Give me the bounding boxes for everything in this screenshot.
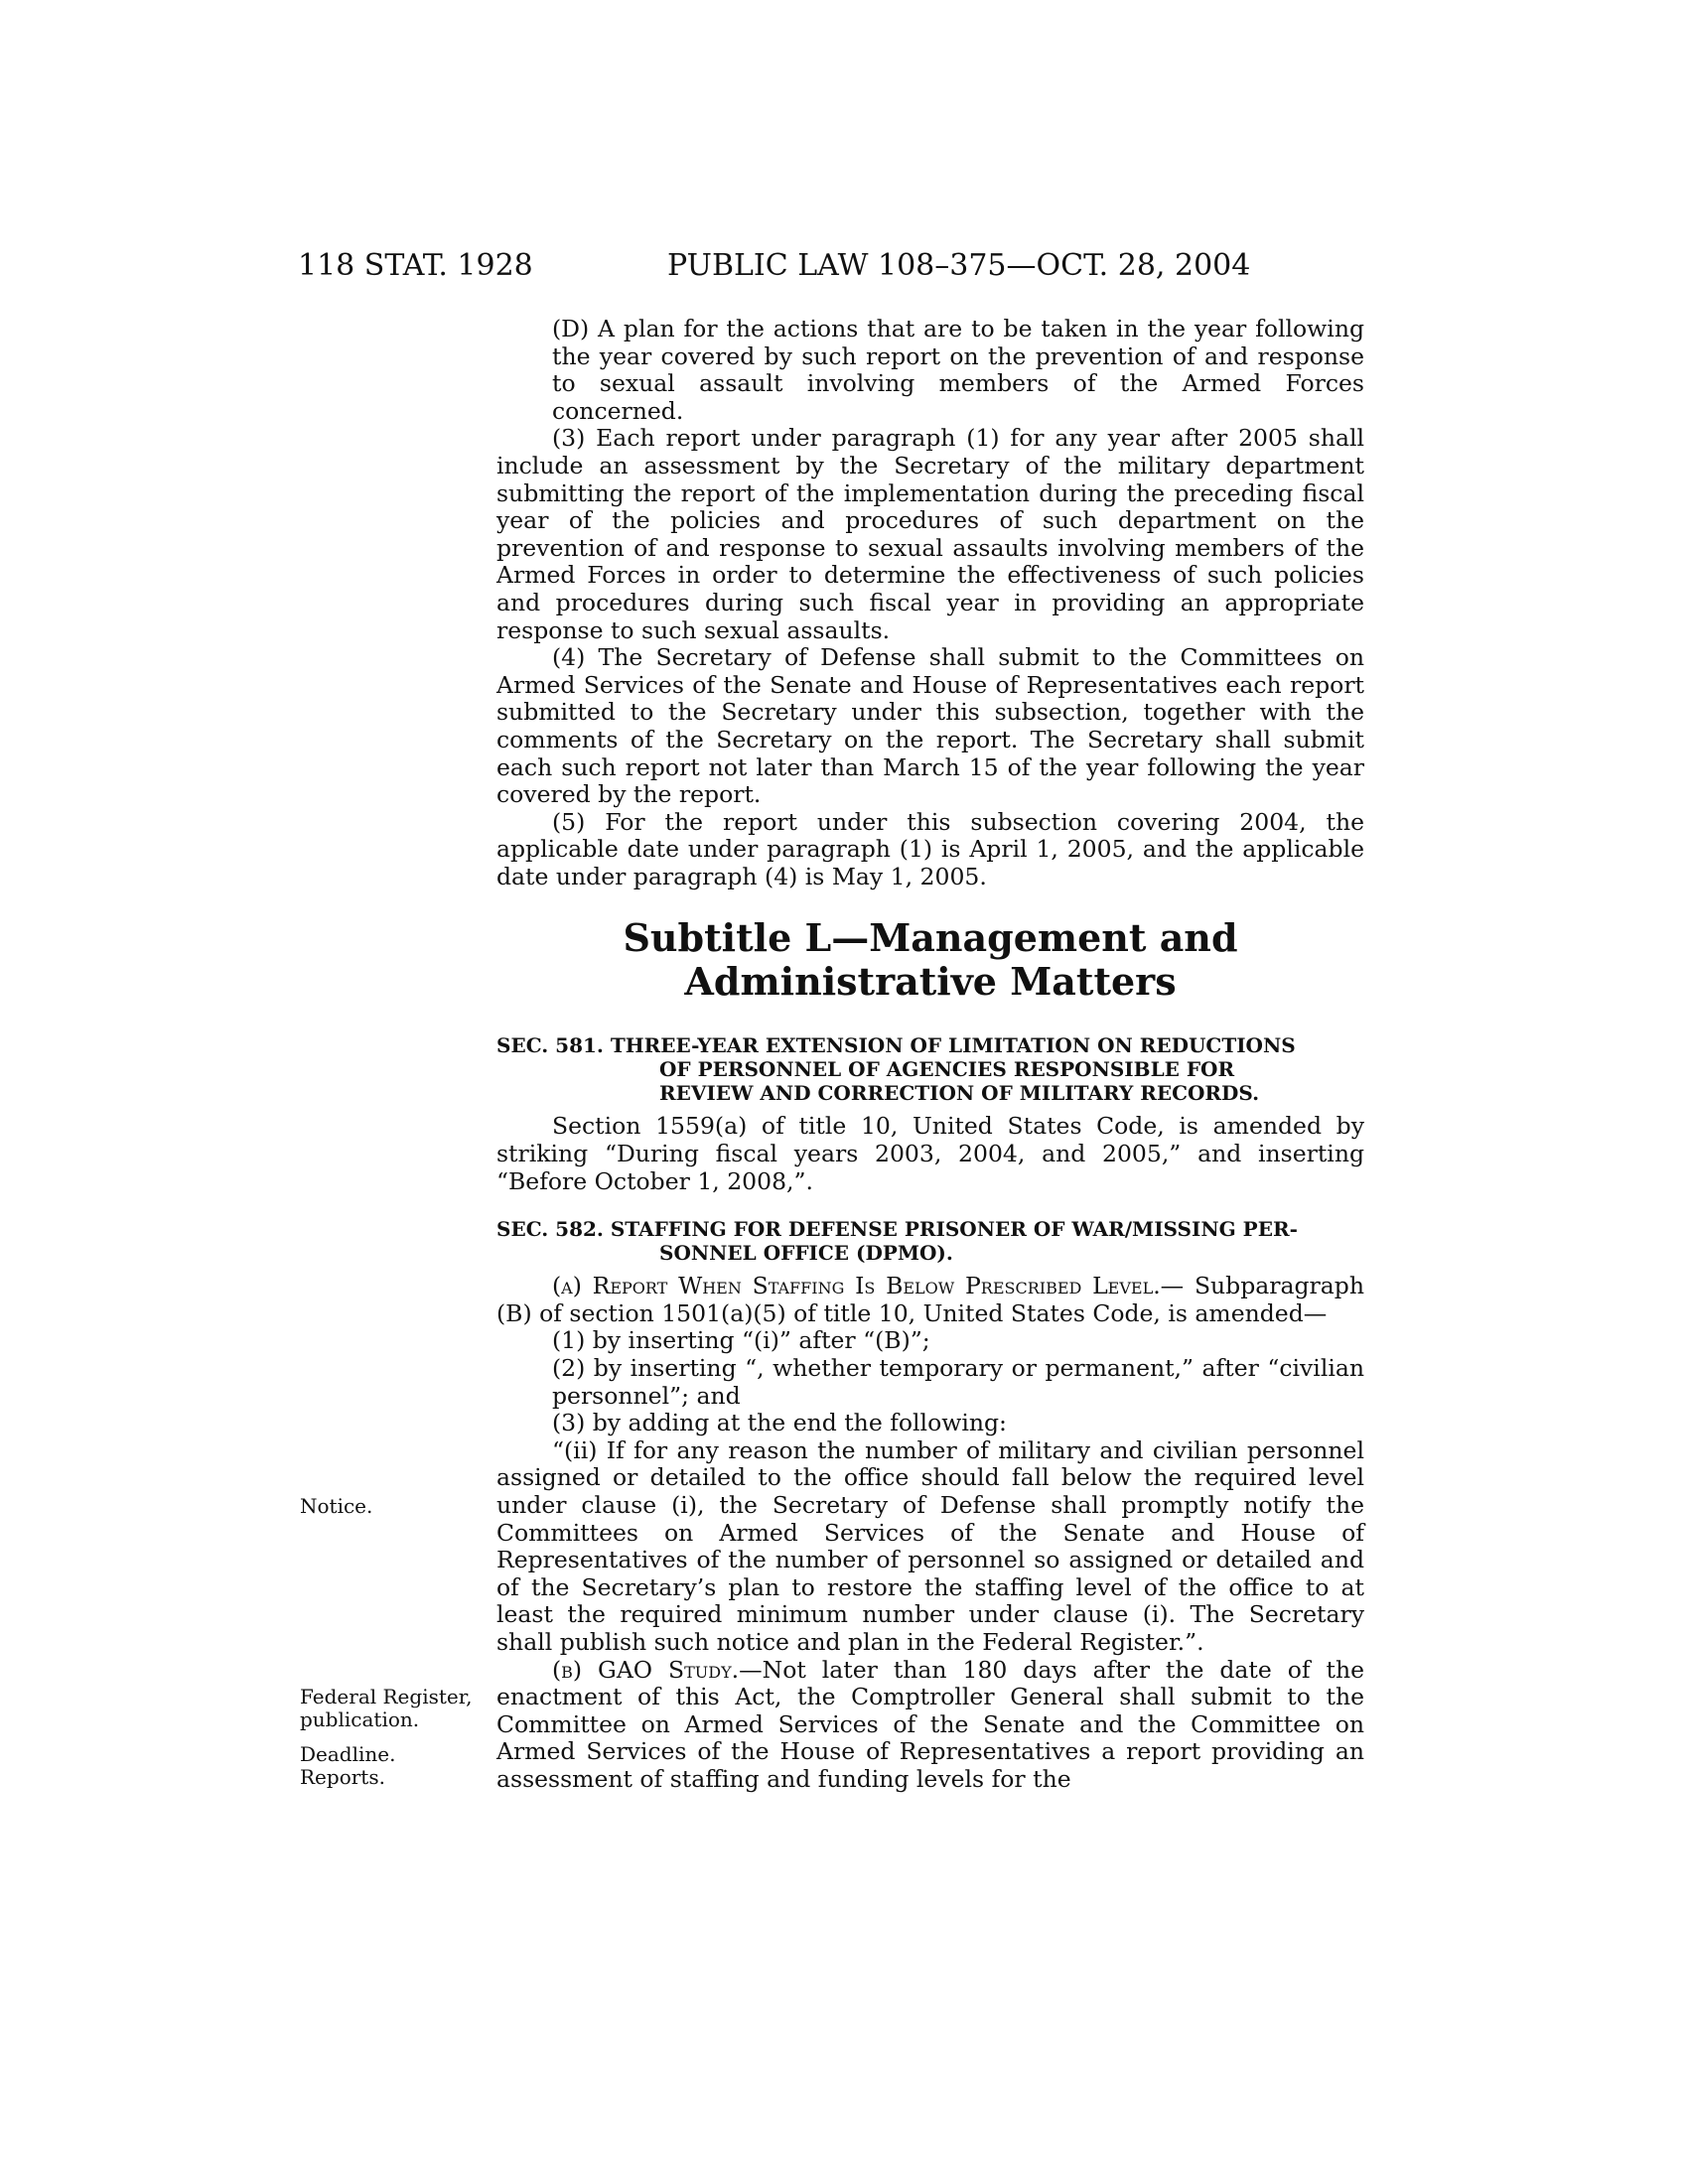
subtitle-line2: Administrative Matters xyxy=(684,959,1177,1005)
sec-582-subsection-a xyxy=(496,1273,1364,1327)
margin-note-deadline: Deadline. xyxy=(300,1742,396,1766)
stat-page-number: 118 STAT. 1928 xyxy=(298,248,533,283)
sec-582-item-2 xyxy=(496,1355,1364,1410)
margin-note-notice-text: Notice. xyxy=(300,1494,373,1518)
sec-582-heading-line2: SONNEL OFFICE (DPMO). xyxy=(659,1241,953,1266)
subtitle-heading xyxy=(496,916,1364,1004)
sec-582-clause-ii: “(ii) If for any reason the number of military and civilian personnel assigned or detailed to the office should fall below the required level under clause (i), the Secretary of Defense shall promptly notify the Committees on Armed Services of the Senate and House of Representatives of the number of personnel so assigned or detailed and of the Secretary’s plan to restore the staffing level of the office to at least the required minimum number under clause (i). The Secretary shall publish such notice and plan in the Federal Register.”. xyxy=(496,1435,1364,1656)
item-2-text: (2) by inserting “, whether temporary or permanent,” after “civilian personnel”; and xyxy=(552,1354,1364,1410)
margin-note-reports: Reports. xyxy=(300,1765,385,1789)
sec-581-text: Section 1559(a) of title 10, United States Code, is amended by striking “During fiscal years 2003, 2004, and 2005,” and inserting “Before October 1, 2008,”. xyxy=(496,1112,1364,1195)
subtitle-line1: Subtitle L—Management and xyxy=(623,915,1238,961)
subsection-a-label: (a) Report When Staffing Is Below Prescribed Level.— xyxy=(552,1272,1185,1300)
paragraph-d-plan: (D) A plan for the actions that are to be taken in the year following the year covered by such report on the prevention of and response to sexual assault involving members of the Armed Forces concerned. xyxy=(552,315,1364,425)
margin-note-deadline-reports xyxy=(300,1743,479,1789)
margin-note-fedreg-line2: publication. xyxy=(300,1707,420,1731)
margin-note-fedreg-line1: Federal Register, xyxy=(300,1685,473,1708)
margin-note-notice xyxy=(300,1495,479,1518)
paragraph-4: (4) The Secretary of Defense shall submit to the Committees on Armed Services of the Senate and House of Representatives each report submitted to the Secretary under this subsection, together with the comments of the Secretary on the report. The Secretary shall submit each such report not later than March 15 of the year following the year covered by the report. xyxy=(496,643,1364,809)
margin-note-federal-register xyxy=(300,1686,479,1731)
paragraph-3: (3) Each report under paragraph (1) for any year after 2005 shall include an assessment by the Secretary of the military department submitting the report of the implementation during the preceding fiscal year of the policies and procedures of such department on the prevention of and response to sexual assaults involving members of the Armed Forces in order to determine the effectiveness of such policies and procedures during such fiscal year in providing an appropriate response to such sexual assaults. xyxy=(496,424,1364,644)
paragraph-5: (5) For the report under this subsection covering 2004, the applicable date under paragraph (1) is April 1, 2005, and the applicable date under paragraph (4) is May 1, 2005. xyxy=(496,807,1364,890)
sec-582-item-3: (3) by adding at the end the following: xyxy=(552,1409,1007,1437)
subsection-b-label: (b) GAO Study. xyxy=(552,1655,740,1684)
sec-582-item-1: (1) by inserting “(i)” after “(B)”; xyxy=(552,1326,930,1355)
page-header xyxy=(298,248,1489,288)
sec-582-subsection-b xyxy=(496,1657,1364,1794)
sec-581-heading-line3: REVIEW AND CORRECTION OF MILITARY RECORDS. xyxy=(659,1081,1260,1106)
sec-581-heading-line2: OF PERSONNEL OF AGENCIES RESPONSIBLE FOR xyxy=(659,1057,1235,1082)
subsection-a-text: Subparagraph (B) of section 1501(a)(5) of title 10, United States Code, is amended— xyxy=(496,1272,1364,1327)
sec-582-heading-line1: SEC. 582. STAFFING FOR DEFENSE PRISONER OF WAR/MISSING PER- xyxy=(496,1217,1298,1242)
sec-581-heading xyxy=(496,1033,1364,1105)
subsection-b-text: —Not later than 180 days after the date of the enactment of this Act, the Comptroller General shall submit to the Committee on Armed Services of the Senate and the Committee on Armed Services of the House of Representatives a report providing an assessment of staffing and funding levels for the xyxy=(496,1655,1364,1793)
public-law-citation: PUBLIC LAW 108–375—OCT. 28, 2004 xyxy=(667,248,1251,283)
document-body xyxy=(496,316,1364,1794)
sec-581-heading-line1: SEC. 581. THREE-YEAR EXTENSION OF LIMITATION ON REDUCTIONS xyxy=(496,1033,1296,1058)
sec-582-heading xyxy=(496,1217,1364,1265)
